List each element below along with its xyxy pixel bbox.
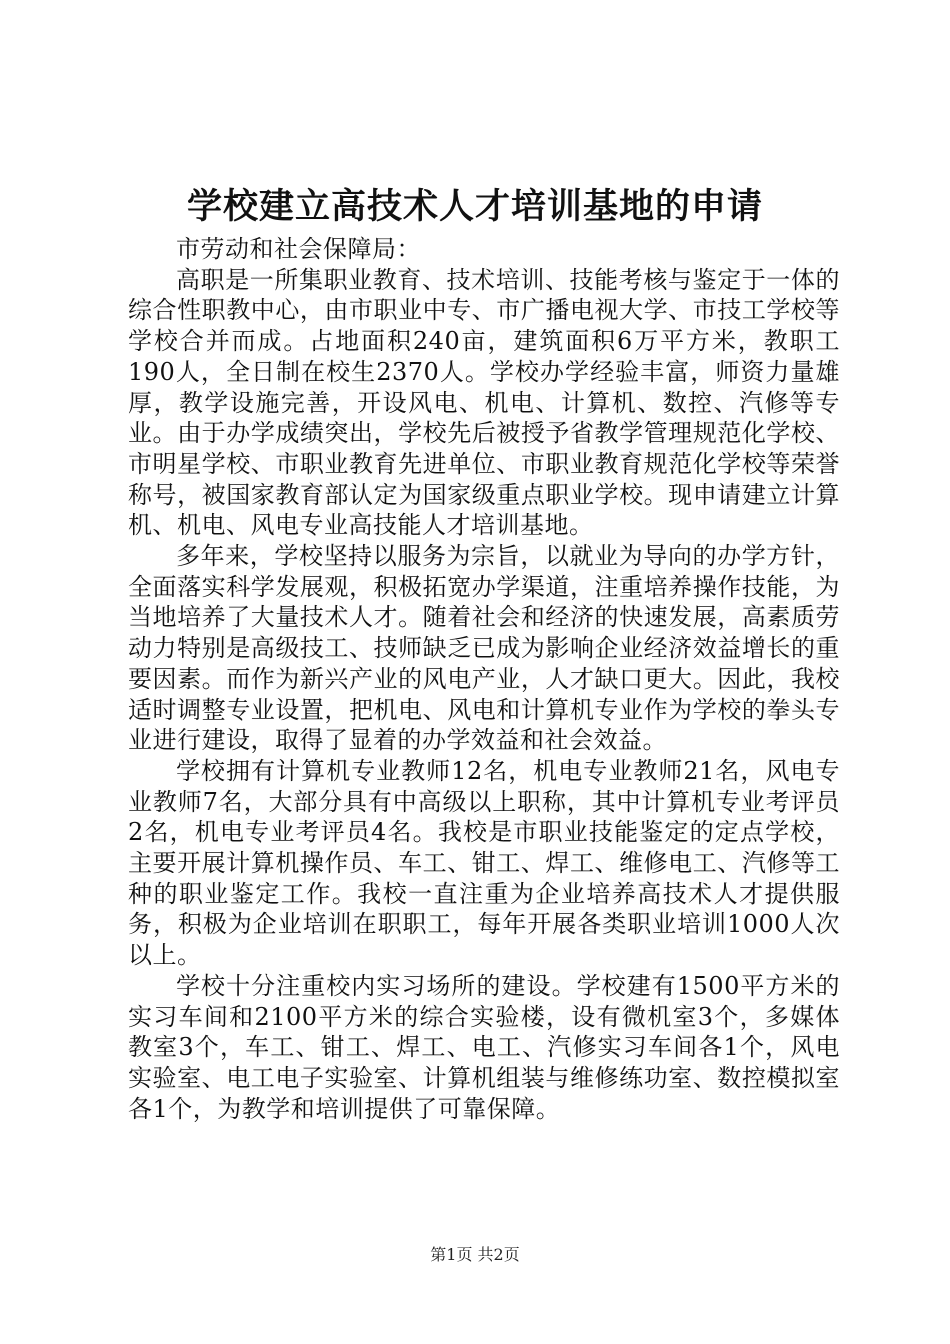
document-title: 学校建立高技术人才培训基地的申请	[186, 186, 763, 227]
paragraph-3: 学校拥有计算机专业教师12名，机电专业教师21名，风电专业教师7名，大部分具有中高级以上职称，其中计算机专业考评员2名，机电专业考评员4名。我校是市职业技能鉴定的定点学校，主要开展计算机操作员、车工、钳工、焊工、维修电工、汽修等工种的职业鉴定工作。我校一直注重为企业培养高技术人才提供服务，积极为企业培训在职职工，每年开展各类职业培训1000人次以上。	[128, 756, 840, 970]
paragraph-2: 多年来，学校坚持以服务为宗旨，以就业为导向的办学方针，全面落实科学发展观，积极拓宽办学渠道，注重培养操作技能，为当地培养了大量技术人才。随着社会和经济的快速发展，高素质劳动力特别是高级技工、技师缺乏已成为影响企业经济效益增长的重要因素。而作为新兴产业的风电产业，人才缺口更大。因此，我校适时调整专业设置，把机电、风电和计算机专业作为学校的拳头专业进行建设，取得了显着的办学效益和社会效益。	[128, 542, 840, 755]
paragraph-1: 高职是一所集职业教育、技术培训、技能考核与鉴定于一体的综合性职教中心，由市职业中专、市广播电视大学、市技工学校等学校合并而成。占地面积240亩，建筑面积6万平方米，教职工190人，全日制在校生2370人。学校办学经验丰富，师资力量雄厚，教学设施完善，开设风电、机电、计算机、数控、汽修等专业。由于办学成绩突出，学校先后被授予省教学管理规范化学校、市明星学校、市职业教育先进单位、市职业教育规范化学校等荣誉称号，被国家教育部认定为国家级重点职业学校。现申请建立计算机、机电、风电专业高技能人才培训基地。	[128, 265, 840, 540]
page-footer: 第1页 共2页	[430, 1245, 520, 1264]
document-body	[128, 234, 840, 1124]
paragraph-4: 学校十分注重校内实习场所的建设。学校建有1500平方米的实习车间和2100平方米的综合实验楼，设有微机室3个，多媒体教室3个，车工、钳工、焊工、电工、汽修实习车间各1个，风电实验室、电工电子实验室、计算机组装与维修练功室、数控模拟室各1个，为教学和培训提供了可靠保障。	[128, 971, 840, 1123]
salutation: 市劳动和社会保障局：	[176, 235, 421, 263]
